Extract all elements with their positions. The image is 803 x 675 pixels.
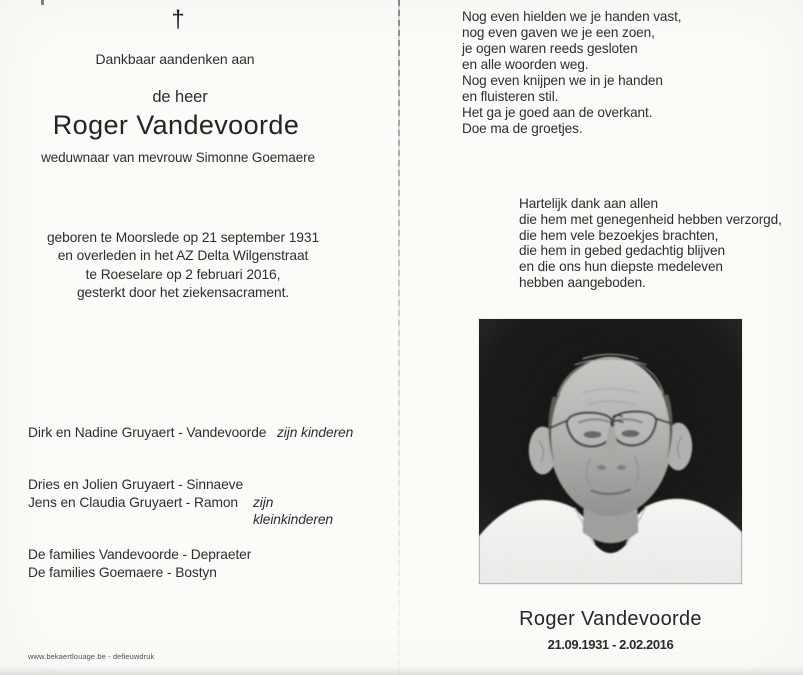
grandchildren-relation-label: zijn kleinkinderen [253, 494, 333, 527]
deceased-name: Roger Vandevoorde [52, 110, 300, 140]
life-dates-block [0, 229, 366, 303]
scan-speck [41, 0, 44, 5]
life-line-1: geboren te Moorslede op 21 september 1931 [46, 230, 320, 245]
children-names: Dirk en Nadine Gruyaert - Vandevoorde [28, 425, 267, 440]
thanks-line-6: hebben aangeboden. [519, 274, 646, 290]
grandchildren-rows [28, 476, 333, 527]
poem-line-7: Het ga je goed aan de overkant. [462, 105, 653, 120]
poem-line-5: Nog even knijpen we in je handen [462, 73, 663, 88]
families-rows [28, 546, 251, 581]
poem-line-6: en fluisteren stil. [462, 89, 559, 104]
grandchildren-row-2 [28, 494, 333, 527]
poem-line-2: nog even gaven we je een zoen, [462, 25, 655, 40]
thanks-line-5: en die ons hun diepste medeleven [519, 259, 723, 275]
family-list [28, 424, 378, 580]
families-line-1: De families Vandevoorde - Depraeter [28, 547, 252, 562]
families-line-2: De families Goemaere - Bostyn [28, 564, 217, 580]
life-line-2: en overleden in het AZ Delta Wilgenstraat [57, 248, 309, 264]
portrait-photo-svg [479, 319, 742, 584]
children-row [28, 424, 378, 442]
poem-line-1: Nog even hielden we je handen vast, [462, 9, 682, 24]
poem-line-8: Doe ma de groetjes. [462, 121, 583, 136]
portrait-photo [479, 319, 742, 584]
dedication-text: Dankbaar aandenken aan [95, 51, 255, 67]
cross-icon: † [171, 6, 185, 33]
photo-caption-name: Roger Vandevoorde [519, 608, 702, 630]
grandchildren-row-1 [28, 476, 243, 494]
fold-crease-line [398, 0, 400, 675]
scan-edge-shadow [0, 666, 803, 675]
thanks-line-2: die hem met genegenheid hebben verzorgd, [519, 211, 782, 227]
printer-credit: www.bekaertlouage.be - defieuwdruk [28, 652, 155, 661]
photo-caption-dates: 21.09.1931 - 2.02.2016 [547, 637, 674, 652]
life-line-4: gesterkt door het ziekensacrament. [76, 285, 290, 301]
thanks-text [519, 196, 803, 291]
children-relation-label: zijn kinderen [277, 425, 354, 440]
thanks-line-3: die hem vele bezoekjes brachten, [519, 227, 719, 243]
grandchildren-names-1: Dries en Jolien Gruyaert - Sinnaeve [28, 477, 244, 492]
salutation-text: de heer [152, 88, 208, 106]
poem-line-4: en alle woorden weg. [462, 57, 589, 72]
widower-line: weduwnaar van mevrouw Simonne Goemaere [41, 150, 315, 165]
life-line-3: te Roeselare op 2 februari 2016, [85, 266, 281, 282]
farewell-poem [462, 9, 782, 137]
grandchildren-names-2: Jens en Claudia Gruyaert - Ramon [28, 494, 238, 510]
poem-line-3: je ogen waren reeds gesloten [462, 41, 638, 56]
thanks-line-1: Hartelijk dank aan allen [519, 196, 658, 211]
thanks-line-4: die hem in gebed gedachtig blijven [519, 243, 725, 259]
